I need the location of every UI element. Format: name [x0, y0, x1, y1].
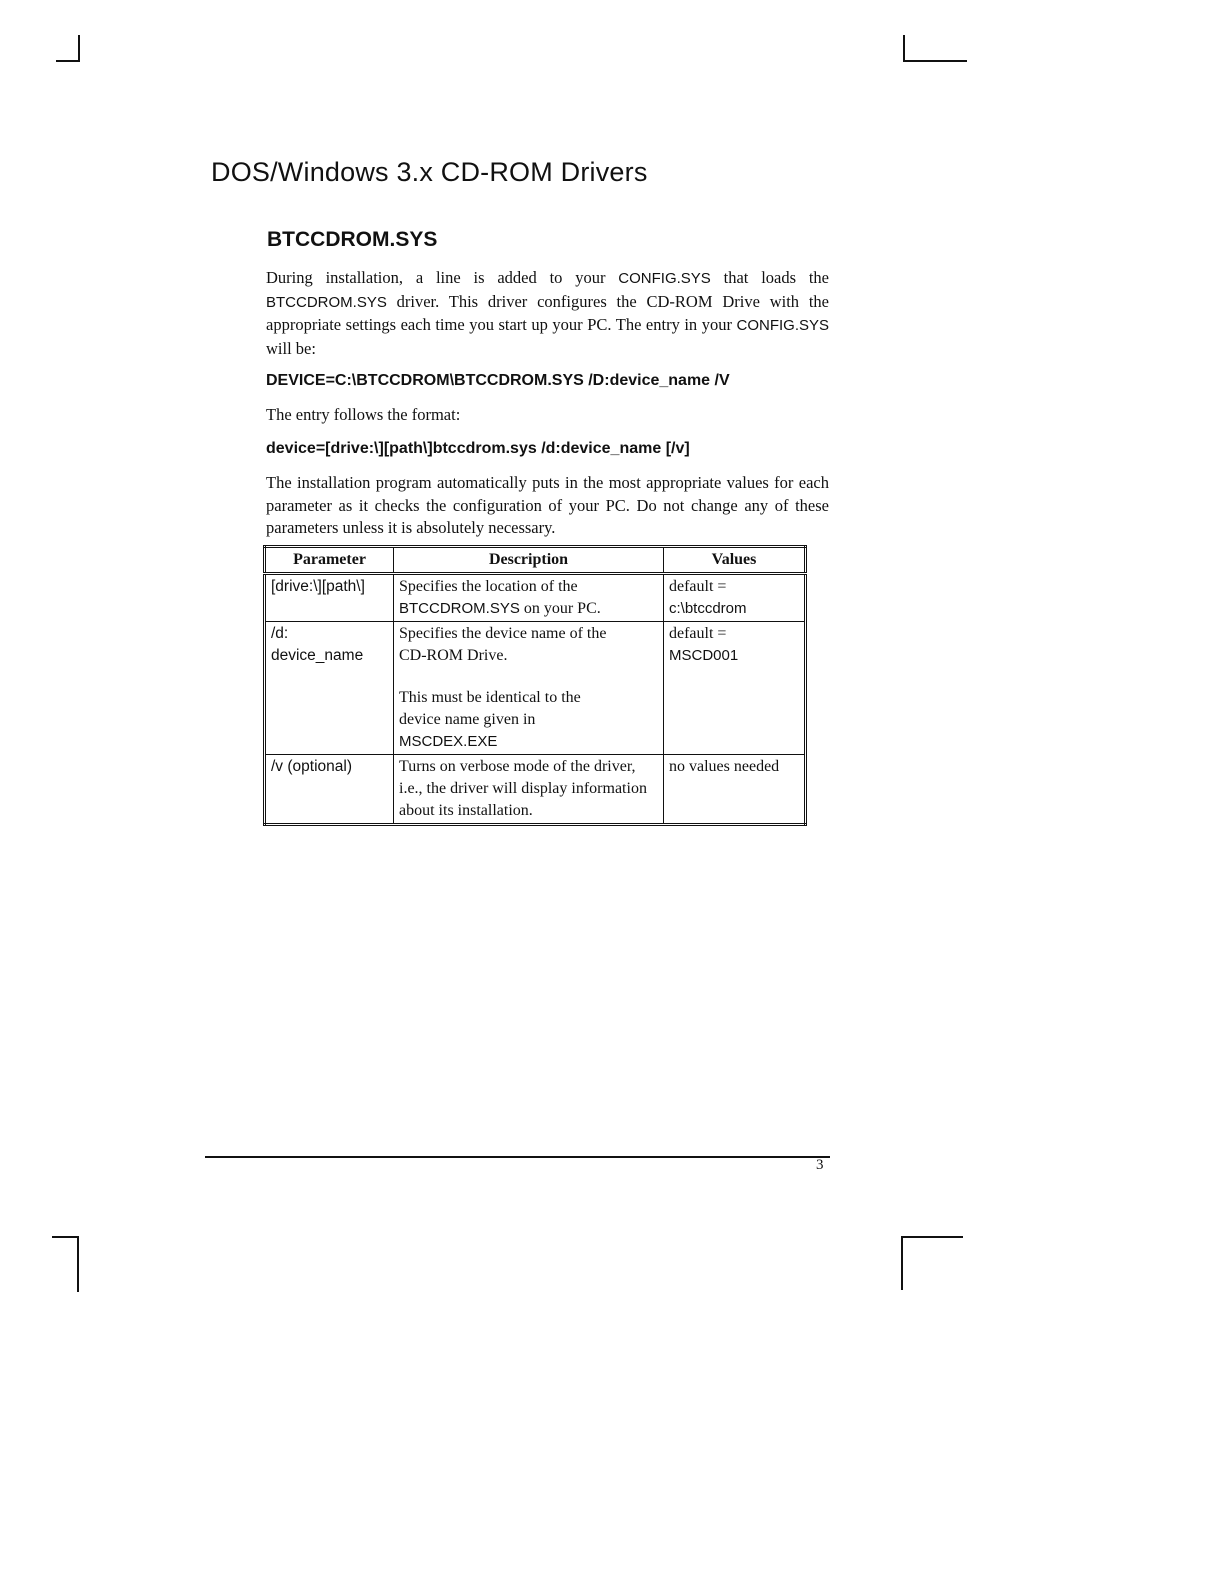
header-parameter: Parameter	[265, 547, 394, 574]
header-description: Description	[394, 547, 664, 574]
value-cell: no values needed	[664, 755, 806, 825]
parameter-table	[263, 545, 807, 826]
crop-mark-top-right	[903, 60, 967, 62]
value-cell: default = c:\btccdrom	[664, 574, 806, 622]
crop-mark-bottom-right	[901, 1236, 963, 1238]
page-title: DOS/Windows 3.x CD-ROM Drivers	[211, 157, 648, 187]
crop-mark-top-left	[78, 35, 80, 61]
table-row	[265, 622, 806, 755]
crop-mark-top-left	[56, 60, 80, 62]
table-header-row	[265, 547, 806, 574]
device-line: DEVICE=C:\BTCCDROM\BTCCDROM.SYS /D:device_name /V	[266, 372, 730, 389]
param-cell: /d: device_name	[265, 622, 394, 755]
note-paragraph: The installation program automatically puts in the most appropriate values for each parameter as it checks the configuration of your PC. Do not change any of these parameters unless it is absolutely necessary.	[266, 473, 829, 537]
table-row	[265, 574, 806, 622]
description-cell: Turns on verbose mode of the driver, i.e., the driver will display information about its installation.	[394, 755, 664, 825]
format-line: device=[drive:\][path\]btccdrom.sys /d:device_name [/v]	[266, 440, 690, 457]
param-cell: [drive:\][path\]	[265, 574, 394, 622]
description-cell: Specifies the location of the BTCCDROM.SYS on your PC.	[394, 574, 664, 622]
header-values: Values	[664, 547, 806, 574]
crop-mark-bottom-right	[901, 1236, 903, 1290]
section-heading: BTCCDROM.SYS	[267, 228, 438, 251]
crop-mark-bottom-left	[52, 1236, 79, 1238]
crop-mark-top-right	[903, 35, 905, 61]
description-cell: Specifies the device name of the CD-ROM Drive. This must be identical to the device name given in MSCDEX.EXE	[394, 622, 664, 755]
param-cell: /v (optional)	[265, 755, 394, 825]
page-number: 3	[816, 1157, 824, 1173]
intro-paragraph: During installation, a line is added to your CONFIG.SYS that loads the BTCCDROM.SYS driver. This driver configures the CD-ROM Drive with the appropriate settings each time you start up your PC. The entry in your CONFIG.SYS will be:	[266, 268, 829, 358]
table-row	[265, 755, 806, 825]
format-intro: The entry follows the format:	[266, 405, 461, 424]
value-cell: default = MSCD001	[664, 622, 806, 755]
footer-rule	[205, 1156, 830, 1158]
crop-mark-bottom-left	[77, 1236, 79, 1292]
